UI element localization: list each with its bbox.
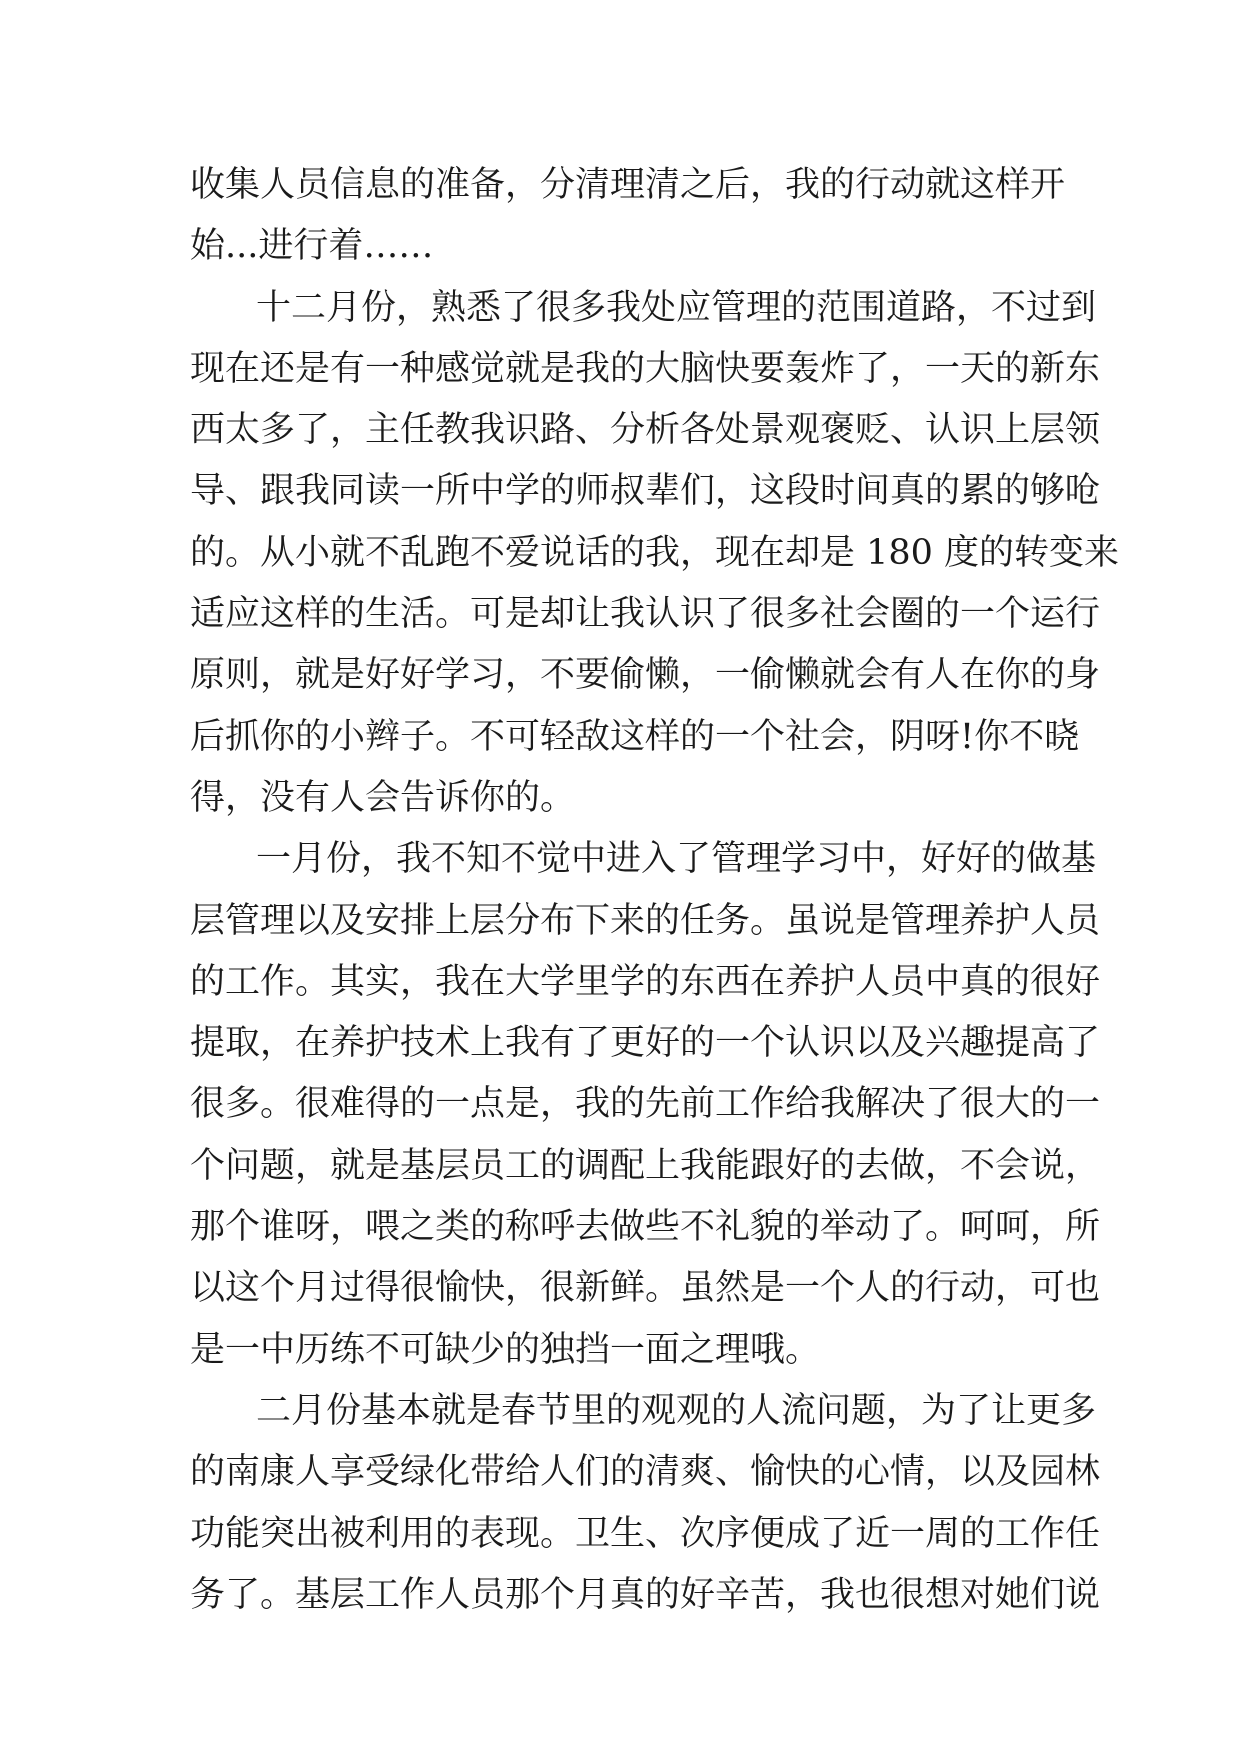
text-line: 的。从小就不乱跑不爱说话的我，现在却是 180 度的转变来 (190, 532, 1120, 573)
text-line: 十二月份，熟悉了很多我处应管理的范围道路，不过到 (256, 287, 1097, 328)
text-line: 导、跟我同读一所中学的师叔辈们，这段时间真的累的够呛 (190, 471, 1101, 512)
text-line: 原则，就是好好学习，不要偷懒，一偷懒就会有人在你的身 (190, 655, 1101, 696)
text-line: 西太多了，主任教我识路、分析各处景观褒贬、认识上层领 (190, 410, 1101, 451)
text-line: 后抓你的小辫子。不可轻敌这样的一个社会，阴呀!你不晓 (190, 716, 1080, 757)
text-line: 那个谁呀，喂之类的称呼去做些不礼貌的举动了。呵呵，所 (190, 1207, 1101, 1248)
text-line: 得，没有人会告诉你的。 (190, 777, 576, 818)
text-line: 适应这样的生活。可是却让我认识了很多社会圈的一个运行 (190, 594, 1101, 635)
text-line: 的南康人享受绿化带给人们的清爽、愉快的心情，以及园林 (190, 1452, 1101, 1493)
text-line: 功能突出被利用的表现。卫生、次序便成了近一周的工作任 (190, 1513, 1101, 1554)
text-line: 层管理以及安排上层分布下来的任务。虽说是管理养护人员 (190, 900, 1101, 941)
text-line: 一月份，我不知不觉中进入了管理学习中，好好的做基 (256, 839, 1097, 880)
text-line: 是一中历练不可缺少的独挡一面之理哦。 (190, 1329, 821, 1370)
text-line: 以这个月过得很愉快，很新鲜。虽然是一个人的行动，可也 (190, 1268, 1101, 1309)
text-line: 现在还是有一种感觉就是我的大脑快要轰炸了，一天的新东 (190, 348, 1101, 389)
text-line: 收集人员信息的准备，分清理清之后，我的行动就这样开 (190, 165, 1066, 205)
text-line: 很多。很难得的一点是，我的先前工作给我解决了很大的一 (190, 1084, 1101, 1125)
text-line: 务了。基层工作人员那个月真的好辛苦，我也很想对她们说 (190, 1574, 1101, 1615)
text-line: 的工作。其实，我在大学里学的东西在养护人员中真的很好 (190, 961, 1101, 1002)
text-line: 始...进行着…… (190, 226, 434, 267)
text-line: 个问题，就是基层员工的调配上我能跟好的去做，不会说， (190, 1145, 1101, 1186)
text-line: 提取，在养护技术上我有了更好的一个认识以及兴趣提高了 (190, 1023, 1101, 1064)
text-line: 二月份基本就是春节里的观观的人流问题，为了让更多 (256, 1390, 1097, 1431)
document-body (190, 155, 1120, 1626)
